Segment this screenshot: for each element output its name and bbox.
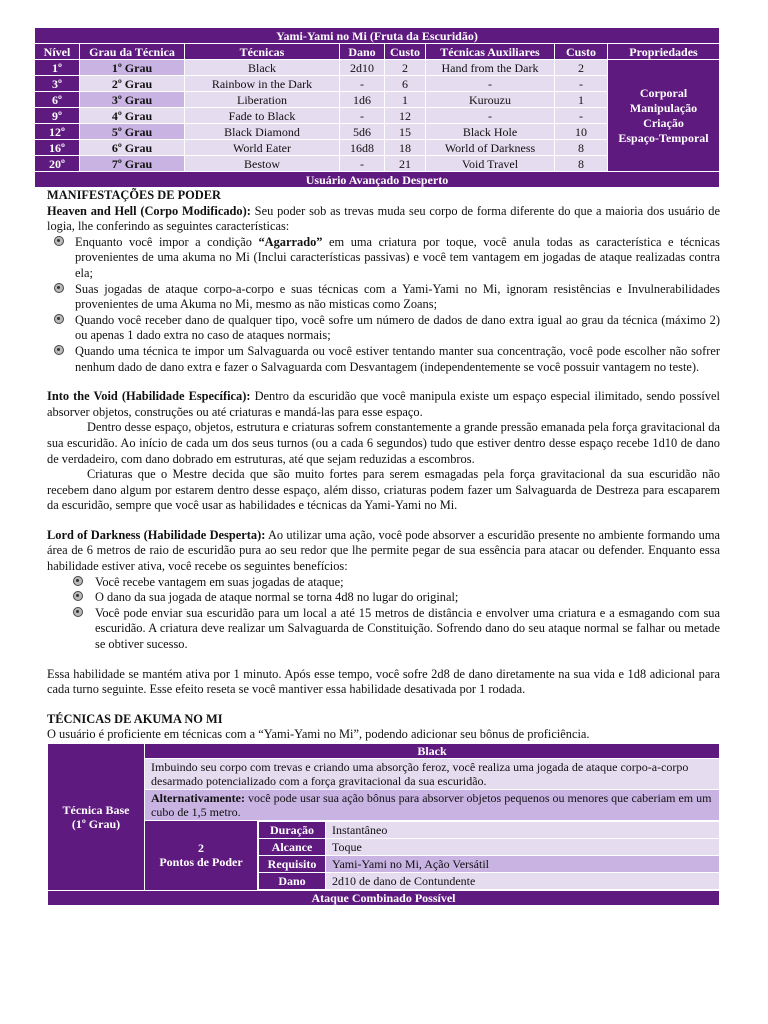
bullet-text: Você recebe vantagem em suas jogadas de ataque; — [95, 574, 344, 589]
lord-of-darkness-text: Ao utilizar uma ação, você pode absorver a escuridão presente no ambiente formando uma área de 6 metros de raio de escuridão pura ao seu redor que lhe permite pegar de sua essência para atacar ou defender. Enquanto essa habilidade estiver ativa, você recebe os seguintes benefícios: — [47, 527, 720, 574]
fruit-table-header-row — [35, 44, 720, 60]
col-header: Propriedades — [608, 44, 720, 60]
bullet-icon — [73, 607, 83, 617]
stat-value: Toque — [326, 839, 720, 856]
damage-cell: 5d6 — [340, 124, 385, 140]
bullet-text: em uma criatura por toque, você anula todas as característica e técnicas provenientes de uma akuma no Mi (Inclui características passivas) e você tem vantagem em jogadas de ataque realizadas contra ela; — [75, 234, 720, 280]
damage-cell: 2d10 — [340, 60, 385, 76]
aux-cost-cell: 2 — [555, 60, 608, 76]
page — [34, 27, 720, 906]
damage-cell: 16d8 — [340, 140, 385, 156]
aux-technique-cell: - — [426, 108, 555, 124]
bullet-text: Suas jogadas de ataque corpo-a-corpo e suas técnicas com a Yami-Yami no Mi, ignoram resistências e Invulnerabilidades provenientes de uma Akuma no Mi, mesmo as não misticas como Zoans; — [75, 281, 720, 312]
damage-cell: - — [340, 108, 385, 124]
aux-cost-cell: 8 — [555, 156, 608, 172]
fruit-table — [34, 27, 720, 188]
stat-label: Duração — [259, 822, 326, 839]
fruit-table-title: Yami-Yami no Mi (Fruta da Escuridão) — [35, 28, 720, 44]
level-cell: 9º — [35, 108, 80, 124]
technique-cell: Fade to Black — [185, 108, 340, 124]
col-header: Custo — [385, 44, 426, 60]
technique-base-grade: (1º Grau) — [71, 816, 121, 831]
techniques-heading: TÉCNICAS DE AKUMA NO MI — [47, 711, 223, 726]
bullet-bold-text: “Agarrado” — [258, 234, 323, 249]
grade-cell: 7º Grau — [80, 156, 185, 172]
property: Criação — [643, 115, 684, 130]
level-cell: 20º — [35, 156, 80, 172]
cost-cell: 21 — [385, 156, 426, 172]
into-the-void-text: Dentro da escuridão que você manipula existe um espaço especial ilimitado, sendo possível absorver objetos, construções ou até criaturas e mandá-las para esse espaço. — [47, 389, 720, 419]
aux-cost-cell: - — [555, 108, 608, 124]
property: Corporal — [639, 85, 688, 100]
list-item — [47, 282, 720, 313]
bullet-icon — [54, 283, 64, 293]
properties-cell — [608, 60, 720, 172]
grade-cell: 1º Grau — [80, 60, 185, 76]
level-cell: 16º — [35, 140, 80, 156]
table-row — [35, 60, 720, 76]
bullet-icon — [54, 236, 64, 246]
cost-cell: 6 — [385, 76, 426, 92]
technique-table — [47, 743, 720, 906]
list-item — [47, 575, 720, 591]
aux-technique-cell: Kurouzu — [426, 92, 555, 108]
col-header: Grau da Técnica — [80, 44, 185, 60]
aux-cost-cell: 8 — [555, 140, 608, 156]
lord-of-darkness-after: Essa habilidade se mantém ativa por 1 minuto. Após esse tempo, você sofre 2d8 de dano diretamente na sua vida e 1d8 adicional para cada turno seguinte. Esse efeito reseta se você mantiver essa habilidade desativada por 1 rodada. — [47, 666, 720, 697]
technique-cell: World Eater — [185, 140, 340, 156]
aux-technique-cell: Black Hole — [426, 124, 555, 140]
stats-cell — [258, 821, 720, 891]
stat-label: Dano — [259, 873, 326, 890]
heaven-and-hell-paragraph — [47, 204, 720, 235]
grade-cell: 5º Grau — [80, 124, 185, 140]
bullet-icon — [73, 576, 83, 586]
technique-cell: Black Diamond — [185, 124, 340, 140]
into-the-void-title: Into the Void (Habilidade Específica): — [47, 389, 251, 404]
technique-description: Imbuindo seu corpo com trevas e criando uma absorção feroz, você realiza uma jogada de ataque corpo-a-corpo desarmado potencializado com a força gravitacional da sua escuridão. — [145, 759, 720, 790]
cost-cell: 2 — [385, 60, 426, 76]
lord-of-darkness-paragraph — [47, 528, 720, 575]
stat-value: 2d10 de dano de Contundente — [326, 873, 720, 890]
aux-technique-cell: - — [426, 76, 555, 92]
aux-cost-cell: - — [555, 76, 608, 92]
bullet-icon — [54, 314, 64, 324]
stat-label: Alcance — [259, 839, 326, 856]
technique-cell: Liberation — [185, 92, 340, 108]
techniques-intro: O usuário é proficiente em técnicas com a “Yami-Yami no Mi”, podendo adicionar seu bônus de proficiência. — [47, 727, 590, 742]
cost-cell: 1 — [385, 92, 426, 108]
heaven-and-hell-text: Seu poder sob as trevas muda seu corpo de forma diferente do que a maioria dos usuário de logia, lhe conferindo as seguintes características: — [47, 203, 720, 234]
grade-cell: 2º Grau — [80, 76, 185, 92]
stat-value: Instantâneo — [326, 822, 720, 839]
property: Espaço-Temporal — [618, 130, 709, 145]
technique-cell: Rainbow in the Dark — [185, 76, 340, 92]
technique-cell: Black — [185, 60, 340, 76]
bullet-text: Você pode enviar sua escuridão para um local a até 15 metros de distância e envolver uma criatura e a esmagando com sua escuridão. A criatura deve realizar um Salvaguarda de Constituição. Sofrendo dano do seu ataque normal se falhar ou metade se obtiver sucesso. — [95, 605, 720, 652]
power-points-cell — [145, 821, 258, 891]
fruit-table-footer: Usuário Avançado Desperto — [35, 172, 720, 188]
into-the-void-paragraph-3: Criaturas que o Mestre decida que são muito fortes para serem esmagadas pela força gravitacional da sua escuridão não recebem dano algum por estarem dentro desse espaço, além disso, criaturas podem fazer um Salvaguarda de Destreza para escaparem da escuridão, sempre que você usar as habilidades e técnicas da Yami-Yami no Mi. — [47, 467, 720, 513]
cost-cell: 12 — [385, 108, 426, 124]
aux-technique-cell: Void Travel — [426, 156, 555, 172]
stat-label: Requisito — [259, 856, 326, 873]
bullet-icon — [73, 591, 83, 601]
aux-technique-cell: World of Darkness — [426, 140, 555, 156]
heaven-and-hell-title: Heaven and Hell (Corpo Modificado): — [47, 203, 251, 218]
bullet-icon — [54, 345, 64, 355]
damage-cell: - — [340, 76, 385, 92]
lord-of-darkness-title: Lord of Darkness (Habilidade Desperta): — [47, 527, 266, 542]
bullet-text: Enquanto você impor a condição — [75, 234, 259, 249]
damage-cell: - — [340, 156, 385, 172]
damage-cell: 1d6 — [340, 92, 385, 108]
grade-cell: 6º Grau — [80, 140, 185, 156]
col-header: Nível — [35, 44, 80, 60]
technique-base-label: Técnica Base — [62, 802, 130, 817]
power-points-label: Pontos de Poder — [145, 855, 257, 869]
cost-cell: 15 — [385, 124, 426, 140]
technique-footer: Ataque Combinado Possível — [48, 890, 720, 905]
aux-cost-cell: 1 — [555, 92, 608, 108]
level-cell: 3º — [35, 76, 80, 92]
col-header: Técnicas — [185, 44, 340, 60]
alternative-text: você pode usar sua ação bônus para absorver objetos pequenos ou menores que caberiam em um cubo de 1,5 metro. — [151, 791, 712, 819]
level-cell: 12º — [35, 124, 80, 140]
alternative-label: Alternativamente: — [151, 791, 245, 805]
bullet-text: Quando você receber dano de qualquer tipo, você sofre um número de dados de dano extra igual ao grau da técnica (máximo 2) ou apenas 1 dado extra no caso de ataques normais; — [75, 312, 720, 343]
technique-alternative — [145, 790, 720, 821]
stat-value: Yami-Yami no Mi, Ação Versátil — [326, 856, 720, 873]
cost-cell: 18 — [385, 140, 426, 156]
aux-cost-cell: 10 — [555, 124, 608, 140]
level-cell: 6º — [35, 92, 80, 108]
list-item — [47, 590, 720, 606]
col-header: Dano — [340, 44, 385, 60]
property: Manipulação — [629, 100, 698, 115]
grade-cell: 3º Grau — [80, 92, 185, 108]
power-points-value: 2 — [145, 841, 257, 855]
manifestations-heading: MANIFESTAÇÕES DE PODER — [47, 188, 221, 202]
list-item — [47, 344, 720, 375]
bullet-text: O dano da sua jogada de ataque normal se torna 4d8 no lugar do original; — [95, 590, 459, 605]
technique-cell: Bestow — [185, 156, 340, 172]
bullet-text: Quando uma técnica te impor um Salvaguarda ou você estiver tentando manter sua concentração, você pode escolher não sofrer nenhum dado de dano extra e fazer o Salvaguarda com Desvantagem (independentemente se você possuir vantagem no teste). — [75, 343, 720, 374]
grade-cell: 4º Grau — [80, 108, 185, 124]
manifestations-section — [34, 188, 720, 727]
list-item — [47, 235, 720, 282]
col-header: Custo — [555, 44, 608, 60]
list-item — [47, 313, 720, 344]
technique-base-cell — [48, 744, 145, 891]
aux-technique-cell: Hand from the Dark — [426, 60, 555, 76]
into-the-void-paragraph-2: Dentro desse espaço, objetos, estrutura e criaturas sofrem constantemente a grande pressão emanada pela força gravitacional da sua escuridão. Ao início de cada um dos seus turnos (ou a cada 6 segundos) tudo que estiver dentro desse espaço recebe 1d10 de dano de verdadeiro, com dano dobrado em estruturas, até que sejam reduzidas a escombros. — [47, 420, 720, 466]
list-item — [47, 606, 720, 653]
technique-name: Black — [145, 744, 720, 759]
col-header: Técnicas Auxiliares — [426, 44, 555, 60]
level-cell: 1º — [35, 60, 80, 76]
into-the-void-paragraph — [47, 389, 720, 420]
